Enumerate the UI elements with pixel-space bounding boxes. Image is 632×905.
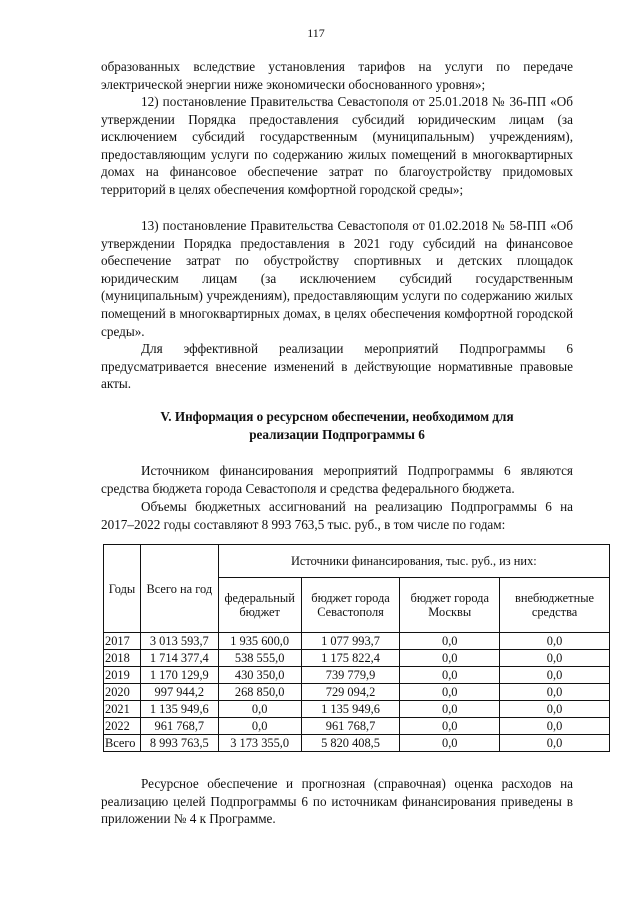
cell-federal: 430 350,0 — [218, 667, 301, 684]
paragraph-resource-estimate: Ресурсное обеспечение и прогнозная (справочная) оценка расходов на реализацию целей Подпрограммы 6 по источникам финансирования приведены в приложении № 4 к Программе. — [101, 776, 573, 827]
cell-offbudget: 0,0 — [500, 667, 610, 684]
cell-federal: 3 173 355,0 — [218, 735, 301, 752]
cell-moscow: 0,0 — [400, 684, 500, 701]
cell-sevastopol: 739 779,9 — [301, 667, 400, 684]
cell-offbudget: 0,0 — [500, 650, 610, 667]
section-title-line-1: V. Информация о ресурсном обеспечении, необходимом для — [160, 409, 514, 424]
header-sources: Источники финансирования, тыс. руб., из них: — [218, 545, 609, 578]
cell-sevastopol: 729 094,2 — [301, 684, 400, 701]
section-title — [101, 408, 573, 443]
paragraph-budget-volume: Объемы бюджетных ассигнований на реализацию Подпрограммы 6 на 2017–2022 годы составляют 8 993 763,5 тыс. руб., в том числе по годам: — [101, 499, 573, 532]
funding-table — [103, 544, 610, 752]
cell-sevastopol: 1 175 822,4 — [301, 650, 400, 667]
cell-sevastopol: 1 135 949,6 — [301, 701, 400, 718]
cell-year: 2019 — [104, 667, 141, 684]
paragraph-legal-changes: Для эффективной реализации мероприятий Подпрограммы 6 предусматривается внесение изменений в действующие нормативные правовые акты. — [101, 341, 573, 392]
cell-offbudget: 0,0 — [500, 684, 610, 701]
table-row — [104, 633, 610, 650]
table-row — [104, 701, 610, 718]
header-moscow: бюджет города Москвы — [400, 578, 500, 633]
cell-sevastopol: 5 820 408,5 — [301, 735, 400, 752]
cell-federal: 1 935 600,0 — [218, 633, 301, 650]
cell-total: 8 993 763,5 — [140, 735, 218, 752]
cell-year: 2021 — [104, 701, 141, 718]
cell-sevastopol: 1 077 993,7 — [301, 633, 400, 650]
cell-year: 2018 — [104, 650, 141, 667]
cell-federal: 538 555,0 — [218, 650, 301, 667]
header-total: Всего на год — [140, 545, 218, 633]
cell-year: 2022 — [104, 718, 141, 735]
table-row — [104, 684, 610, 701]
cell-moscow: 0,0 — [400, 633, 500, 650]
cell-moscow: 0,0 — [400, 650, 500, 667]
header-federal: федеральный бюджет — [218, 578, 301, 633]
cell-year: 2020 — [104, 684, 141, 701]
cell-federal: 0,0 — [218, 718, 301, 735]
cell-offbudget: 0,0 — [500, 718, 610, 735]
paragraph-funding-sources: Источником финансирования мероприятий Подпрограммы 6 являются средства бюджета города Севастополя и средства федерального бюджета. — [101, 463, 573, 496]
cell-federal: 0,0 — [218, 701, 301, 718]
cell-moscow: 0,0 — [400, 718, 500, 735]
cell-year: 2017 — [104, 633, 141, 650]
cell-total: 1 170 129,9 — [140, 667, 218, 684]
cell-offbudget: 0,0 — [500, 701, 610, 718]
cell-offbudget: 0,0 — [500, 633, 610, 650]
paragraph-item-12: 12) постановление Правительства Севастополя от 25.01.2018 № 36-ПП «Об утверждении Порядка предоставления субсидий юридическим лицам (за исключением субсидий государственным (муниципальным) учреждениям), предоставляющим услуги по содержанию жилых помещений в многоквартирных домах на финансовое обеспечение затрат по благоустройству придомовых территорий в целях обеспечения комфортной городской среды»; — [101, 94, 573, 197]
cell-moscow: 0,0 — [400, 735, 500, 752]
cell-sevastopol: 961 768,7 — [301, 718, 400, 735]
cell-moscow: 0,0 — [400, 667, 500, 684]
table-row-total — [104, 735, 610, 752]
cell-moscow: 0,0 — [400, 701, 500, 718]
cell-offbudget: 0,0 — [500, 735, 610, 752]
header-offbudget: внебюджетные средства — [500, 578, 610, 633]
table-row — [104, 718, 610, 735]
table-row — [104, 667, 610, 684]
cell-total: 1 714 377,4 — [140, 650, 218, 667]
cell-total: 997 944,2 — [140, 684, 218, 701]
cell-federal: 268 850,0 — [218, 684, 301, 701]
header-sevastopol: бюджет города Севастополя — [301, 578, 400, 633]
cell-total: 1 135 949,6 — [140, 701, 218, 718]
section-title-line-2: реализации Подпрограммы 6 — [249, 426, 425, 442]
cell-total: 961 768,7 — [140, 718, 218, 735]
table-row — [104, 650, 610, 667]
paragraph-item-13: 13) постановление Правительства Севастополя от 01.02.2018 № 58-ПП «Об утверждении Порядка предоставления в 2021 году субсидий на финансовое обеспечение затрат по обустройству спортивных и детских площадок юридическим лицам (за исключением субсидий государственным (муниципальным) учреждениям), предоставляющим услуги по содержанию жилых помещений в многоквартирных домах, в целях обеспечения комфортной городской среды». — [101, 218, 573, 339]
header-year: Годы — [104, 545, 141, 633]
page-number: 117 — [307, 26, 325, 40]
paragraph-tariffs-end: образованных вследствие установления тарифов на услуги по передаче электрической энергии ниже экономически обоснованного уровня»; — [101, 59, 573, 92]
cell-total: 3 013 593,7 — [140, 633, 218, 650]
cell-year: Всего — [104, 735, 141, 752]
